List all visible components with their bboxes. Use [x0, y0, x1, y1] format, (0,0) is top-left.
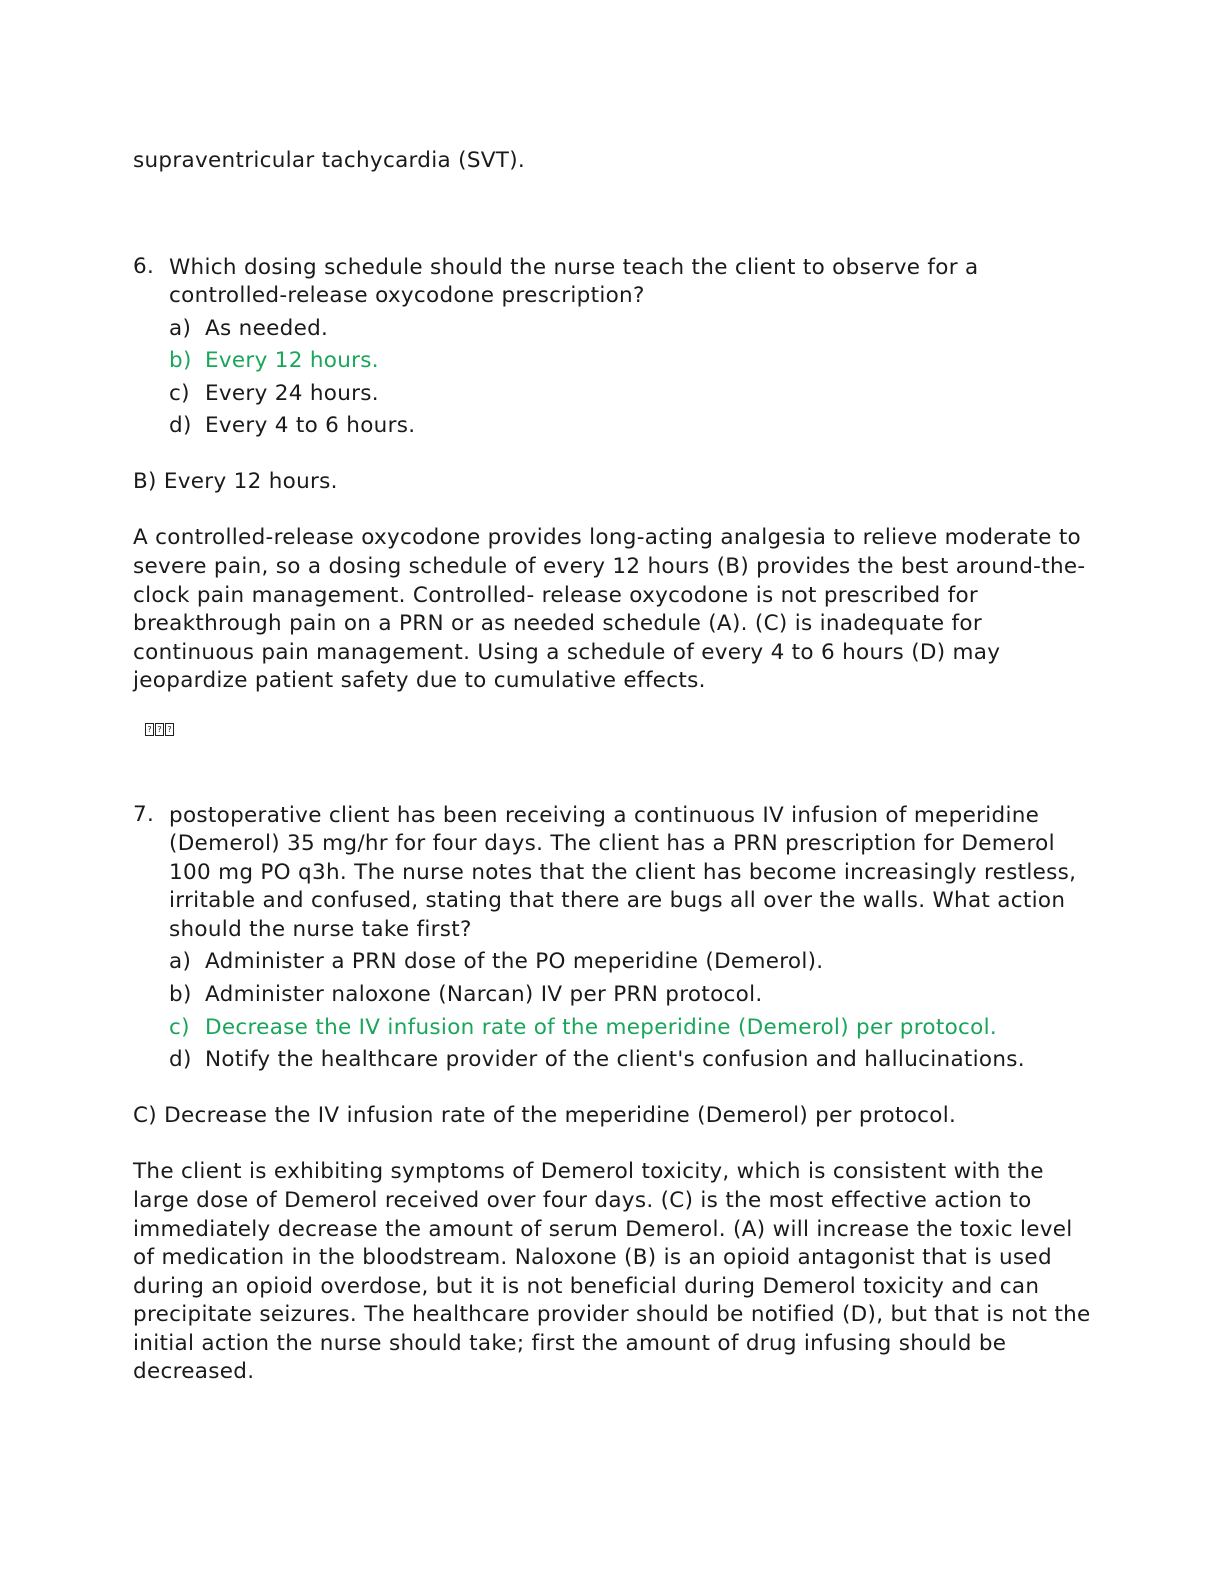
- question-text: postoperative client has been receiving a continuous IV infusion of meperidine (Demerol) 35 mg/hr for four days. The client has a PRN prescription for Demerol 100 mg PO q3h. The nurse notes that the client has become increasingly restless, irritable and confused, stating that there are bugs all over the walls. What action should the nurse take first?: [169, 802, 1077, 942]
- question-7: [133, 802, 1093, 1077]
- missing-glyph-row: [145, 723, 1093, 736]
- intro-line: supraventricular tachycardia (SVT).: [133, 148, 526, 173]
- question-6: [133, 254, 1093, 443]
- missing-glyph-icon: ?: [166, 724, 173, 734]
- explanation-7: The client is exhibiting symptoms of Demerol toxicity, which is consistent with the large dose of Demerol received over four days. (C) is the most effective action to immediately decrease the amount of serum Demerol. (A) will increase the toxic level of medication in the bloodstream. Naloxone (B) is an opioid antagonist that is used during an opioid overdose, but it is not beneficial during Demerol toxicity and can precipitate seizures. The healthcare provider should be notified (D), but that is not the initial action the nurse should take; first the amount of drug infusing should be decreased.: [133, 1159, 1091, 1385]
- option-d: [169, 1044, 1093, 1077]
- option-letter: b): [169, 348, 192, 374]
- option-b-correct: [169, 345, 1093, 378]
- missing-glyph-icon: ?: [146, 724, 153, 734]
- option-text: Decrease the IV infusion rate of the meperidine (Demerol) per protocol.: [205, 1014, 998, 1040]
- question-number: 7.: [133, 801, 155, 827]
- option-letter: d): [169, 1047, 192, 1073]
- option-d: [169, 410, 1093, 443]
- option-a: [169, 946, 1093, 979]
- document-page: [133, 147, 1093, 1387]
- option-text: Administer naloxone (Narcan) IV per PRN protocol.: [205, 982, 763, 1008]
- option-letter: a): [169, 315, 192, 341]
- option-c: [169, 378, 1093, 411]
- option-text: Every 24 hours.: [205, 380, 379, 406]
- answer-7: C) Decrease the IV infusion rate of the meperidine (Demerol) per protocol.: [133, 1102, 957, 1128]
- explanation-6: A controlled-release oxycodone provides long-acting analgesia to relieve moderate to severe pain, so a dosing schedule of every 12 hours (B) provides the best around-the-clock pain management. Controlled- release oxycodone is not prescribed for breakthrough pain on a PRN or as needed schedule (A). (C) is inadequate for continuous pain management. Using a schedule of every 4 to 6 hours (D) may jeopardize patient safety due to cumulative effects.: [133, 525, 1086, 694]
- option-list: [169, 946, 1093, 1076]
- option-text: Every 4 to 6 hours.: [205, 413, 416, 439]
- answer-6: B) Every 12 hours.: [133, 468, 338, 494]
- question-text: Which dosing schedule should the nurse teach the client to observe for a controlled-release oxycodone prescription?: [169, 254, 979, 308]
- option-letter: b): [169, 982, 192, 1008]
- option-letter: c): [169, 380, 190, 406]
- option-c-correct: [169, 1012, 1093, 1045]
- option-b: [169, 979, 1093, 1012]
- option-list: [169, 313, 1093, 443]
- option-text: Notify the healthcare provider of the client's confusion and hallucinations.: [205, 1047, 1025, 1073]
- missing-glyph-icon: ?: [156, 724, 163, 734]
- option-text: Administer a PRN dose of the PO meperidine (Demerol).: [205, 949, 824, 975]
- option-letter: d): [169, 413, 192, 439]
- option-letter: a): [169, 949, 192, 975]
- option-letter: c): [169, 1014, 190, 1040]
- option-text: Every 12 hours.: [205, 348, 379, 374]
- question-number: 6.: [133, 253, 155, 279]
- option-a: [169, 313, 1093, 346]
- option-text: As needed.: [205, 315, 329, 341]
